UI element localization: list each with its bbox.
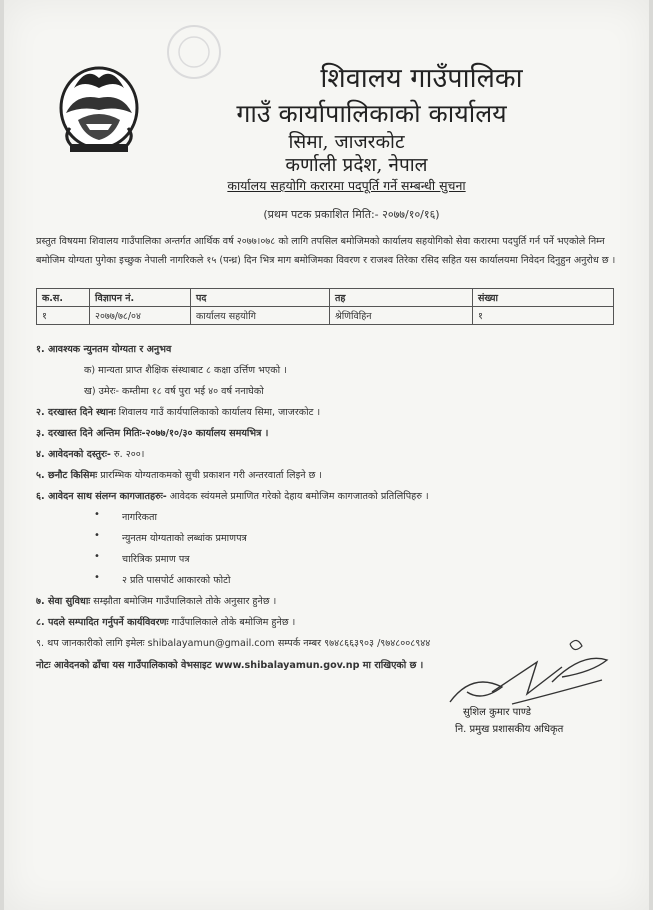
document-list-item: • चारित्रिक प्रमाण पत्र (122, 552, 190, 565)
cell-count: १ (473, 307, 614, 325)
signatory-title: नि. प्रमुख प्रशासकीय अधिकृत (455, 724, 564, 735)
document-list-item: • नागरिकता (122, 510, 157, 523)
notice-page (4, 0, 649, 910)
office-address: सिमा, जाजरकोट (288, 131, 405, 153)
col-header-post: पद (191, 289, 330, 307)
list-item (36, 426, 268, 439)
cell-post: कार्यालय सहयोगि (191, 307, 330, 325)
office-name: गाउँ कार्यापालिकाको कार्यालय (236, 99, 507, 128)
col-header-count: संख्या (473, 289, 614, 307)
item-value: रु. २००। (110, 449, 145, 460)
list-item (36, 615, 295, 628)
cell-level: श्रेणिविहिन (330, 307, 473, 325)
contact-info: ९. थप जानकारीको लागि इमेलः shibalayamun@gmail.com सम्पर्क नम्बर ९७४८६६३९०३ /९७४८००८९४४ (36, 638, 431, 649)
table-header-row (37, 289, 614, 307)
signatory-name: सुशिल कुमार पाण्डे (463, 707, 531, 718)
list-item (36, 594, 276, 607)
item-value: प्रारम्भिक योग्यताकमको सुची प्रकाशन गरी अन्तरवार्ता लिइने छ । (97, 470, 323, 481)
cell-ad-no: २०७७/७८/०४ (90, 307, 191, 325)
item-value: सम्झौता बमोजिम गाउँपालिकाले तोके अनुसार हुनेछ । (90, 596, 277, 607)
item-value: गाउँपालिकाले तोके बमोजिम हुनेछ । (168, 617, 296, 628)
municipality-name: शिवालय गाउँपालिका (320, 63, 523, 94)
item-value: -२०७७/१०/३० कार्यालय समयभित्र । (141, 428, 269, 439)
item-label: ६. आवेदन साथ संलग्न कागजातहरुः- (36, 491, 167, 502)
list-item (36, 468, 322, 481)
col-header-level: तह (330, 289, 473, 307)
cell-sn: १ (37, 307, 90, 325)
item-label: ३. दरखास्त दिने अन्तिम मितिः (36, 428, 142, 439)
notice-title: कार्यालय सहयोगि करारमा पदपूर्ति गर्ने सम्बन्धी सुचना (227, 178, 466, 193)
document-list-item: • २ प्रति पासपोर्ट आकारको फोटो (122, 573, 230, 586)
list-item: ख) उमेरः- कम्तीमा १८ वर्ष पुरा भई ४० वर्ष ननाघेको (84, 386, 264, 397)
item-value: आवेदक स्वंयमले प्रमाणित गरेको देहाय बमोजिम कागजातको प्रतिलिपिहरु । (166, 491, 429, 502)
document-list-item: • न्युनतम योग्यताको लब्धांक प्रमाणपत्र (122, 531, 247, 544)
item-value: शिवालय गाउँ कार्यपालिकाको कार्यालय सिमा, जाजरकोट । (115, 407, 321, 418)
intro-paragraph: प्रस्तुत विषयमा शिवालय गाउँपालिका अन्तर्गत आर्थिक वर्ष २०७७।०७८ को लागि तपसिल बमोजिमको कार्यालय सहयोगिको सेवा करारमा पदपुर्ति गर्न पर्ने भएकोले निम्न बमोजिम योग्यता पुगेका इच्छुक नेपाली नागरिकले १५ (पन्ध्र) दिन भित्र माग बमोजिमका विवरण र राजश्व तिरेका रसिद सहित यस कार्यालयमा निवेदन दिनुहुन अनुरोध छ । (36, 236, 616, 266)
list-item (36, 489, 429, 502)
list-item: १. आवश्यक न्युनतम योग्यता र अनुभव (36, 344, 172, 355)
list-item: क) मान्यता प्राप्त शैक्षिक संस्थाबाट ८ कक्षा उर्त्तिण भएको । (84, 365, 287, 376)
province-name: कर्णाली प्रदेश, नेपाल (285, 154, 428, 176)
website-note: नोटः आवेदनको ढाँचा यस गाउँपालिकाको वेभसाइट www.shibalayamun.gov.np मा राखिएको छ । (36, 660, 424, 671)
list-item (36, 447, 144, 460)
item-label: ८. पदले सम्पादित गर्नुपर्ने कार्यविवरणः (36, 617, 169, 628)
table-row (37, 307, 614, 325)
item-label: २. दरखास्त दिने स्थानः (36, 407, 116, 418)
list-item (36, 405, 320, 418)
item-label: ५. छनौट किसिमः (36, 470, 98, 481)
item-label: ७. सेवा सुविधाः (36, 596, 91, 607)
col-header-ad-no: विज्ञापन नं. (90, 289, 191, 307)
publication-date: (प्रथम पटक प्रकाशित मिति:- २०७७/१०/१६) (263, 208, 440, 221)
col-header-sn: क.स. (37, 289, 90, 307)
item-label: ४. आवेदनको दस्तुरः- (36, 449, 111, 460)
vacancy-table (36, 288, 614, 325)
